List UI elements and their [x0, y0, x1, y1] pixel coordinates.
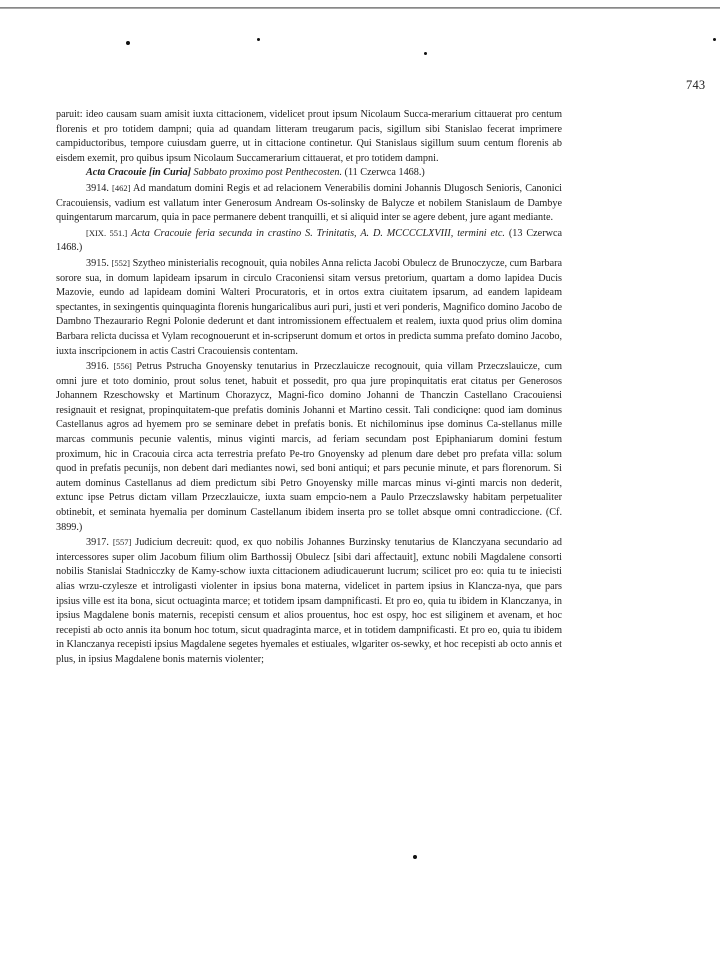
entry-ref: [552] [111, 257, 130, 268]
heading-subtitle: Sabbato proximo post Penthecosten. [193, 167, 342, 179]
entry-ref: [462] [112, 182, 131, 193]
section-heading [56, 166, 562, 181]
heading-italic-text: Acta Cracouie feria secunda in crastino S. Trinitatis, A. D. MCCCCLXVIII, termini etc. [131, 227, 505, 239]
speck-mark [413, 855, 417, 859]
entry-number: 3916. [86, 361, 109, 373]
entry-number: 3914. [86, 182, 109, 194]
heading-date: (13 Czerwca 1468.) [56, 227, 562, 254]
page-number: 743 [686, 78, 706, 92]
paragraph-continuation [56, 108, 562, 166]
entry-text: Ad mandatum domini Regis et ad relacionem Venerabilis domini Johannis Dlugosch Senioris, Canonici Cracouiensis, vadium est vallatum inter Generosum Andream Os-solinsky de Balycze et nobilem Stanislaum de Dambye quingentarum marcarum, quia in pace permanere debent tranquilli, et si aliquid inter se agere debent, jure agant mediante. [56, 182, 562, 224]
speck-mark [424, 52, 427, 55]
entry-ref: [556] [113, 361, 132, 372]
page-top-edge [0, 7, 720, 9]
paragraph-text: paruit: ideo causam suam amisit iuxta cittacionem, videlicet prout ipsum Nicolaum Succa-merarium cittauerat pro centum florenis et pro totidem dampni; quia ad quandam litteram treugarum pacis, sigillum sibi Stanislao fecerat imprimere campiductoribus, tempore cuiusdam guerre, ut in cittacione continetur. Qui Stanislaus sigillum suum centum florenis ab eisdem exemit, pro quibus ipsum Nicolaum Succamerarium cittauerat, et pro totidem dampni. [56, 109, 562, 164]
speck-mark [126, 41, 130, 45]
speck-mark [713, 38, 716, 41]
entry-number: 3915. [86, 257, 109, 269]
speck-mark [257, 38, 260, 41]
entry-3915 [56, 256, 562, 359]
entry-3917 [56, 535, 562, 667]
entry-text: Judicium decreuit: quod, ex quo nobilis Johannes Burzinsky tenutarius de Klanczyana secundario ad intercessores super olim Jacobum filium olim Barthossij Obulecz [sibi dari affectauit], extunc nobili Magdalene consorti nobilis Stanislai Stadnicczky de Kamy-schow iuxta cittacionem adiudicauerunt lucrum; scilicet pro eo: quia tu te iniecisti alias wrzu-czylesze et introligasti violenter in ipsius bona materna, videlicet in partem ipsius in Klancza-nya, que pars ipsius ville est ita bona, sicut octuaginta marce; et totidem ipsam dampnificasti. Et pro eo, quia tu ibidem in Klanczanya, in ipsius Magdalene bonis maternis, recepisti censum et alios prouentus, hoc est ospy, hoc est siliginem et avenam, et hoc recepisti ab octo annis ita bonum hoc totum, sicut quadraginta marce, et in totidem dampnificasti. Et pro eo, quia tu ibidem in Klanczanya recepisti ipsius Magdalene segetes hyemales et estiuales, wlgariter os-sewky, et hoc recepisti ab octo annis et plus, in ipsius Magdalene bonis maternis violenter; [56, 537, 563, 665]
document-body [56, 108, 562, 668]
entry-number: 3917. [86, 537, 109, 549]
heading-date: (11 Czerwca 1468.) [344, 167, 425, 179]
entry-text: Szytheo ministerialis recognouit, quia nobiles Anna relicta Jacobi Obulecz de Brunoczycze, cum Barbara sorore sua, in domum lapideam ipsarum in circulo Craconiensi sitam versus pretorium, quartam a domo lapidea Ducis Mazovie, eundo ad lapideam domini Walteri Procuratoris, et in ortos extra ciuitatem ipsarum, ad eandem lapideam spectantes, in sexingentis quinquaginta florenis hungaricalibus auri puri, justi et veri ponderis, Magnifico domino Jacobo de Dambno Thezaurario Regni Polonie dederunt et dant intromissionem effectualem et realem, iuxta quod prius olim domina Barbara relicta ducissa et Vylam recognouerunt et in-scripserunt domum et ortos in predicta summa prefato domino Jacobo, iuxta inscripcionem in actis Castri Cracouiensis contentam. [56, 257, 563, 357]
entry-ref: [557] [112, 537, 132, 548]
entry-3914 [56, 181, 562, 226]
entry-3916 [56, 359, 562, 535]
heading-ref: [XIX. 551.] [86, 227, 128, 238]
entry-text: Petrus Pstrucha Gnoyensky tenutarius in Przeczlauicze recognouit, quia villam Przeczslauicze, cum omni jure et toto dominio, prout solus tenet, habuit et possedit, pro qua jure propinquitatis erat citatus per Generosos Johannem Rzeschowsky et Martinum Chorazycz, Magni-fico domino Johanni de Thanczin Castellano Cracouiensi resignauit et resignat, propinquitatem-que prefatis dominis Johanni et Martino cessit. Tali condicione: quod iam dominus Castellanus agros ad hyemem pro se seminare debet in prefatis bonis. Et nichilominus ipse dominus Ca-stellanus mille marcas communis pecunie valentis, minus viginti marcis, ad feriam secundam post Epiphaniarum domini festum proximum, hic in Cracouia circa acta terrestria prefato Pe-tro Gnoyensky ad plenum dare debet pro prefata villa: solum quod in prefatis pecunijs, non debent dari mediantes nowi, sed boni antiqui; et pars pecunie minute, et pars florenorum. Si autem dominus Castellanus ad diem predictum sibi Petro Gnoyensky mille marcas minus vi-ginti marcis non dederit, extunc ipse Petrus dictam villam Przeczlauicze, iuxta suam empcio-nem a Paulo Przeczslawsky habitam perpetualiter obtinebit, et seminata hyemalia per dominum Castellanum ibidem inserta pro se tollet absque omni contradiccione. (Cf. 3899.) [56, 361, 563, 533]
section-heading-secondary [56, 226, 562, 256]
heading-title: Acta Cracouie [in Curia] [86, 167, 191, 179]
